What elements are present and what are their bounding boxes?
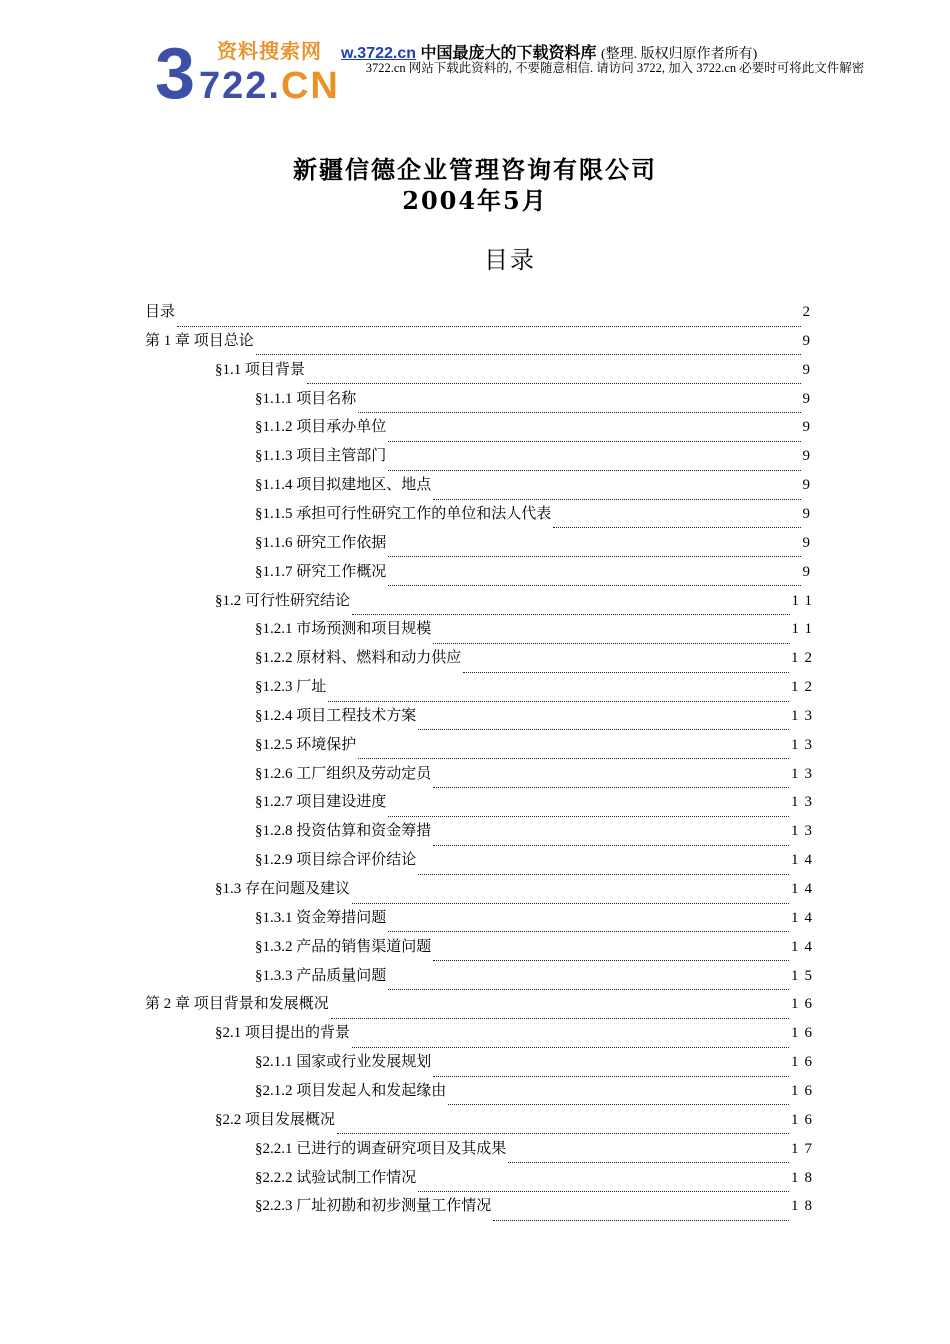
- toc-leader-dots: [553, 507, 800, 528]
- toc-leader-dots: [358, 738, 789, 759]
- logo-text-top: 资料搜索网: [217, 39, 322, 63]
- toc-entry-label: §1.1.2 项目承办单位: [255, 419, 387, 436]
- toc-entry-label: §1.2.3 厂址: [255, 679, 327, 696]
- toc-entry[interactable]: [215, 1108, 818, 1136]
- toc-entry-label: §1.1.6 研究工作依据: [255, 534, 387, 551]
- toc-leader-dots: [328, 681, 789, 702]
- toc-entry-label: §1.3 存在问题及建议: [215, 881, 351, 897]
- site-title: 中国最庞大的下载资料库: [420, 45, 597, 62]
- toc-entry-label: §1.3.1 资金筹措问题: [255, 909, 387, 926]
- toc-entry-page: 9: [802, 563, 816, 580]
- toc-entry-page: 9: [802, 332, 816, 349]
- toc-entry-label: 第 2 章 项目背景和发展概况: [145, 996, 329, 1013]
- toc-entry-page: 16: [791, 996, 818, 1013]
- toc-entry-page: 16: [791, 1082, 818, 1099]
- toc-entry-page: 9: [802, 448, 816, 465]
- toc-entry-page: 9: [802, 477, 816, 494]
- toc-entry[interactable]: [255, 502, 816, 530]
- toc-entry-page: 14: [791, 852, 818, 869]
- page-header: [155, 36, 895, 106]
- toc-entry-label: 目录: [145, 304, 176, 320]
- toc-entry[interactable]: [255, 646, 818, 674]
- toc-entry[interactable]: [145, 329, 816, 357]
- toc-entry-label: §1.2.2 原材料、燃料和动力供应: [255, 650, 462, 667]
- toc-entry-page: 14: [791, 881, 818, 897]
- header-line-1: [341, 40, 757, 63]
- toc-entry-label: §2.2.2 试验试制工作情况: [255, 1169, 417, 1186]
- toc-entry-label: §2.1.1 国家或行业发展规划: [255, 1054, 432, 1071]
- toc-entry-label: §2.2.3 厂址初勘和初步测量工作情况: [255, 1198, 492, 1215]
- toc-leader-dots: [388, 450, 800, 471]
- toc-entry[interactable]: [215, 358, 816, 386]
- toc-entry-page: 11: [791, 592, 818, 609]
- toc-entry-page: 9: [802, 419, 816, 436]
- toc-entry-page: 14: [791, 938, 818, 955]
- toc-leader-dots: [388, 969, 789, 990]
- toc-entry-page: 18: [791, 1169, 818, 1186]
- toc-entry-label: §1.2.5 环境保护: [255, 736, 357, 753]
- toc-entry-page: 16: [791, 1111, 818, 1128]
- toc-leader-dots: [307, 363, 800, 384]
- toc-entry[interactable]: [215, 877, 818, 905]
- toc-entry-label: §1.2 可行性研究结论: [215, 592, 351, 609]
- toc-entry[interactable]: [255, 964, 818, 992]
- toc-entry-label: §1.2.7 项目建设进度: [255, 794, 387, 811]
- toc-entry-page: 16: [791, 1054, 818, 1071]
- toc-entry-label: §1.1.3 项目主管部门: [255, 448, 387, 465]
- toc-entry-page: 11: [791, 621, 818, 638]
- toc-entry[interactable]: [255, 560, 816, 588]
- toc-entry[interactable]: [145, 300, 816, 328]
- toc-entry-page: 13: [791, 765, 818, 782]
- toc-entry-page: 13: [791, 823, 818, 840]
- toc-leader-dots: [433, 767, 789, 788]
- toc-entry-label: §2.1.2 项目发起人和发起缘由: [255, 1082, 447, 1099]
- toc-entry-page: 12: [791, 650, 818, 667]
- toc-entry-page: 9: [802, 361, 816, 378]
- toc-entry[interactable]: [255, 531, 816, 559]
- toc-entry[interactable]: [255, 790, 818, 818]
- toc-entry-page: 13: [791, 794, 818, 811]
- toc-leader-dots: [352, 883, 789, 904]
- toc-entry-label: §2.1 项目提出的背景: [215, 1025, 351, 1042]
- toc-entry-page: 12: [791, 679, 818, 696]
- toc-entry-label: §1.2.1 市场预测和项目规模: [255, 621, 432, 638]
- site-note: (整理. 版权归原作者所有): [600, 47, 758, 62]
- toc-entry[interactable]: [255, 848, 818, 876]
- toc-entry[interactable]: [145, 992, 818, 1020]
- toc-entry-label: §2.2.1 已进行的调查研究项目及其成果: [255, 1140, 507, 1157]
- site-logo: [155, 36, 355, 104]
- company-name: 新疆信德企业管理咨询有限公司: [293, 155, 657, 184]
- toc-entry-page: 9: [802, 390, 816, 407]
- toc-leader-dots: [352, 1027, 789, 1048]
- toc-entry-label: §1.3.3 产品质量问题: [255, 967, 387, 984]
- toc-leader-dots: [177, 306, 800, 327]
- toc-entry-label: §1.2.9 项目综合评价结论: [255, 852, 417, 869]
- toc-leader-dots: [388, 565, 800, 586]
- logo-digit-3: 3: [155, 36, 196, 104]
- toc-leader-dots: [337, 1113, 789, 1134]
- toc-entry-page: 14: [791, 909, 818, 926]
- toc-entry-label: §1.1.4 项目拟建地区、地点: [255, 477, 432, 494]
- toc-entry-label: §1.2.4 项目工程技术方案: [255, 707, 417, 724]
- toc-entry[interactable]: [255, 415, 816, 443]
- toc-leader-dots: [331, 998, 789, 1019]
- toc-heading: 目录: [484, 246, 536, 274]
- toc-entry[interactable]: [255, 733, 818, 761]
- toc-leader-dots: [418, 1171, 789, 1192]
- logo-graphic: [155, 36, 355, 104]
- toc-entry[interactable]: [255, 387, 816, 415]
- toc-entry-page: 17: [791, 1140, 818, 1157]
- toc-entry[interactable]: [255, 1137, 818, 1165]
- toc-leader-dots: [418, 854, 789, 875]
- toc-entry-page: 2: [802, 304, 816, 320]
- toc-leader-dots: [388, 421, 800, 442]
- toc-entry[interactable]: [255, 935, 818, 963]
- toc-entry[interactable]: [255, 473, 816, 501]
- toc-entry[interactable]: [255, 1050, 818, 1078]
- toc-leader-dots: [433, 1056, 789, 1077]
- toc-entry[interactable]: [215, 589, 818, 617]
- toc-leader-dots: [388, 911, 789, 932]
- toc-entry-page: 9: [802, 534, 816, 551]
- toc-entry-label: §2.2 项目发展概况: [215, 1111, 336, 1128]
- toc-entry-label: §1.2.6 工厂组织及劳动定员: [255, 765, 432, 782]
- toc-entry[interactable]: [255, 1194, 818, 1222]
- toc-leader-dots: [433, 825, 789, 846]
- toc-entry-page: 13: [791, 707, 818, 724]
- toc-leader-dots: [388, 796, 789, 817]
- site-url-link[interactable]: w.3722.cn: [341, 45, 417, 62]
- toc-entry-page: 9: [802, 505, 816, 522]
- toc-entry-label: §1.1.7 研究工作概况: [255, 563, 387, 580]
- toc-leader-dots: [433, 940, 789, 961]
- toc-entry[interactable]: [215, 1021, 818, 1049]
- toc-leader-dots: [463, 652, 789, 673]
- toc-entry[interactable]: [255, 444, 816, 472]
- toc-entry-label: 第 1 章 项目总论: [145, 332, 254, 349]
- toc-entry-label: §1.1.5 承担可行性研究工作的单位和法人代表: [255, 505, 552, 522]
- toc-entry-page: 13: [791, 736, 818, 753]
- toc-leader-dots: [352, 594, 790, 615]
- toc-entry-page: 15: [791, 967, 818, 984]
- toc-leader-dots: [388, 536, 800, 557]
- toc-entry[interactable]: [255, 1166, 818, 1194]
- logo-text-main: 722.CN: [199, 65, 340, 104]
- toc-entry-page: 16: [791, 1025, 818, 1042]
- toc-entry[interactable]: [255, 906, 818, 934]
- toc-entry[interactable]: [255, 704, 818, 732]
- toc-leader-dots: [448, 1084, 789, 1105]
- toc-entry-label: §1.2.8 投资估算和资金筹措: [255, 823, 432, 840]
- toc-leader-dots: [433, 623, 789, 644]
- toc-entry[interactable]: [255, 617, 818, 645]
- toc-entry-label: §1.3.2 产品的销售渠道问题: [255, 938, 432, 955]
- toc-entry-label: §1.1.1 项目名称: [255, 390, 357, 407]
- toc-entry[interactable]: [255, 1079, 818, 1107]
- toc-entry[interactable]: [255, 675, 818, 703]
- toc-leader-dots: [418, 709, 789, 730]
- toc-leader-dots: [256, 334, 801, 355]
- toc-leader-dots: [358, 392, 800, 413]
- toc-leader-dots: [493, 1200, 789, 1221]
- toc-entry[interactable]: [255, 819, 818, 847]
- toc-entry-label: §1.1 项目背景: [215, 361, 306, 378]
- toc-leader-dots: [433, 479, 800, 500]
- header-disclaimer: 3722.cn 网站下载此资料的, 不要随意相信. 请访问 3722, 加入 3722.cn 必要时可将此文件解密: [365, 61, 865, 75]
- toc-entry-page: 18: [791, 1198, 818, 1215]
- toc-entry[interactable]: [255, 762, 818, 790]
- document-date: 2004年5月: [402, 186, 548, 215]
- toc-leader-dots: [508, 1142, 789, 1163]
